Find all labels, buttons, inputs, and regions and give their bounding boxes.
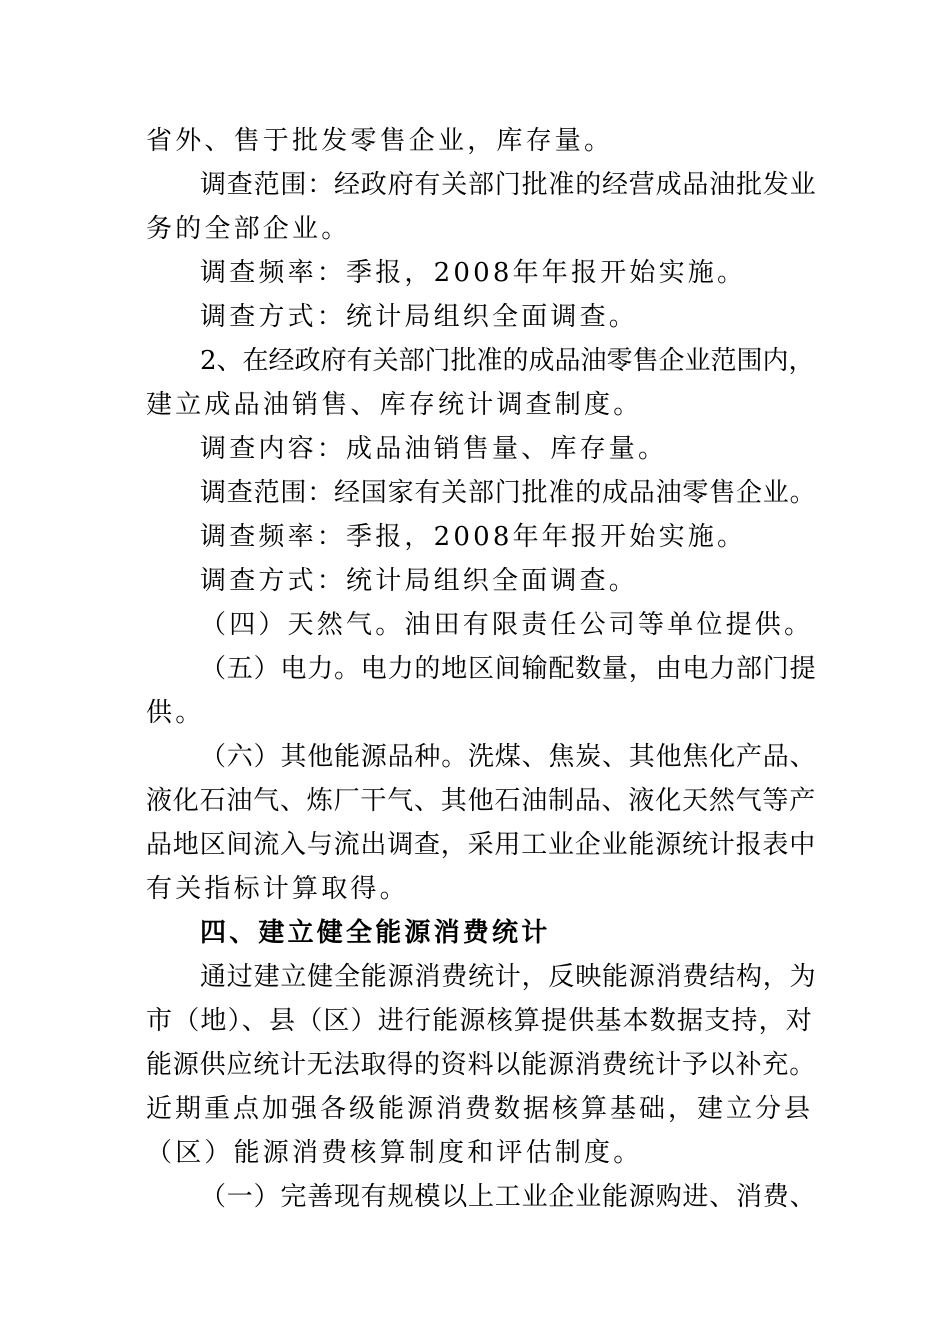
text-line: （区）能源消费核算制度和评估制度。 (146, 1138, 643, 1168)
text-line: 调查频率：季报，2008年年报开始实施。 (200, 522, 747, 552)
text-line: 调查频率：季报，2008年年报开始实施。 (200, 258, 747, 288)
text-line: 供。 (146, 698, 205, 728)
text-line: （一）完善现有规模以上工业企业能源购进、消费、 (200, 1182, 817, 1212)
text-line: 2、在经政府有关部门批准的成品油零售企业范围内， (200, 346, 815, 376)
text-line: 调查范围：经国家有关部门批准的成品油零售企业。 (200, 478, 817, 508)
text-line: （六）其他能源品种。洗煤、焦炭、其他焦化产品、 (200, 742, 817, 772)
section-heading: 四、建立健全能源消费统计 (200, 918, 551, 948)
text-line: 建立成品油销售、库存统计调查制度。 (146, 390, 643, 420)
text-line: 调查内容：成品油销售量、库存量。 (200, 434, 668, 464)
text-line: （五）电力。电力的地区间输配数量，由电力部门提 (200, 654, 817, 684)
text-line: 务的全部企业。 (146, 214, 351, 244)
text-line: 能源供应统计无法取得的资料以能源消费统计予以补充。 (146, 1050, 817, 1080)
text-line: 调查方式：统计局组织全面调查。 (200, 302, 639, 332)
text-line: （四）天然气。油田有限责任公司等单位提供。 (200, 610, 814, 640)
text-line: 省外、售于批发零售企业，库存量。 (146, 126, 614, 156)
text-line: 液化石油气、炼厂干气、其他石油制品、液化天然气等产 (146, 786, 817, 816)
text-line: 品地区间流入与流出调查，采用工业企业能源统计报表中 (146, 830, 817, 860)
text-line: 调查方式：统计局组织全面调查。 (200, 566, 639, 596)
text-line: 调查范围：经政府有关部门批准的经营成品油批发业 (200, 170, 817, 200)
text-line: 市（地）、县（区）进行能源核算提供基本数据支持，对 (146, 1006, 814, 1036)
text-line: 有关指标计算取得。 (146, 874, 409, 904)
text-line: 通过建立健全能源消费统计，反映能源消费结构，为 (200, 962, 817, 992)
text-line: 近期重点加强各级能源消费数据核算基础，建立分县 (146, 1094, 814, 1124)
